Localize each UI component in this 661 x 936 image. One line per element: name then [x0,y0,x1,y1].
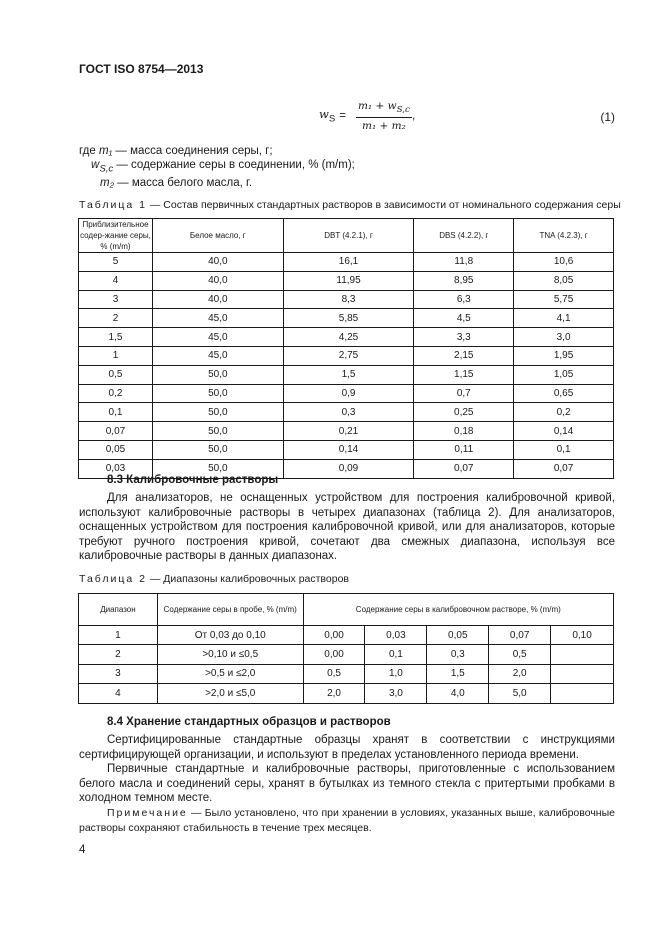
table1-cell: 0,09 [283,459,414,478]
table1-cell: 5 [79,253,153,272]
table1-cell: 0,65 [514,384,614,403]
table1-cell: 1,15 [414,365,514,384]
table1-cell: 45,0 [152,346,283,365]
table1-cell: 5,75 [514,290,614,309]
table1-cell: 1,5 [283,365,414,384]
table2-header-cell: Содержание серы в пробе, % (m/m) [157,594,303,626]
formula-expression: $w_S$ = $\frac{m_1 + w_{S,c}}{\text{m₁ + m₂}}$ , [319,100,416,133]
table2-cell: 0,07 [489,626,551,645]
section-8-4-heading: 8.4 Хранение стандартных образцов и растворов [107,716,391,728]
table1-cell: 0,1 [514,440,614,459]
table2-cell: 0,03 [365,626,427,645]
table1-cell: 0,25 [414,403,514,422]
table1-cell: 8,05 [514,271,614,290]
table2-cell: 4,0 [427,684,489,703]
section-8-3-paragraph: Для анализаторов, не оснащенных устройством для построения калибровочной кривой, используют калибровочные растворы в четырех диапазонах (таблица 2). Для анализаторов, оснащенных устройством для построения калибровочной кривой, или для анализаторов, которые требуют ручного построения кривой, сочетают два смежных диапазона, используя все калибровочные растворы в данных диапазонах. [79,492,615,563]
table2-cell: 4 [79,684,158,703]
table2-header-cell: Диапазон [79,594,158,626]
table1-cell: 0,3 [283,403,414,422]
table1-cell: 40,0 [152,290,283,309]
table2-cell: 0,05 [427,626,489,645]
table1-cell: 0,03 [79,459,153,478]
table1-row [79,403,614,422]
table2-cell: От 0,03 до 0,10 [157,626,303,645]
equation-number: (1) [600,110,615,124]
table1-row [79,309,614,328]
table2-row [79,626,614,645]
table1-cell: 50,0 [152,384,283,403]
table2-caption: Таблица 2 — Диапазоны калибровочных растворов [79,573,349,585]
table1-cell: 11,8 [414,253,514,272]
table2-cell: 1,5 [427,664,489,683]
table1-cell: 40,0 [152,271,283,290]
table1-cell: 3 [79,290,153,309]
table2-cell [551,684,614,703]
table2-row [79,664,614,683]
definition-m2: m₂ — масса белого масла, г. [100,177,253,190]
table2-cell: 0,5 [489,645,551,664]
table1-header-cell: DBS (4.2.2), г [414,219,514,253]
table1-cell: 6,3 [414,290,514,309]
section-8-4-paragraph-1: Сертифицированные стандартные образцы хранят в соответствии с инструкциями сертифицирующей организации, и используют в пределах установленного периода времени. [79,734,615,761]
table1-cell: 4 [79,271,153,290]
table2-cell: 0,5 [303,664,365,683]
document-code: ГОСТ ISO 8754—2013 [79,62,204,76]
table2-row [79,684,614,703]
table2-cell: 2 [79,645,158,664]
table1-row [79,253,614,272]
formula-fraction: $\frac{m_1 + w_{S,c}}{\text{m₁ + m₂}}$ [357,100,410,133]
table1-cell: 0,1 [79,403,153,422]
definition-wsc: $w_{S,c}$ — содержание серы в соединении, % (m/m); [91,159,355,175]
table1-cell: 0,5 [79,365,153,384]
table2-row [79,645,614,664]
table2-cell: 2,0 [489,664,551,683]
table1-cell: 5,85 [283,309,414,328]
table2-cell: 3 [79,664,158,683]
table1-cell: 45,0 [152,328,283,347]
table1-cell: 50,0 [152,440,283,459]
table1-cell: 50,0 [152,365,283,384]
table2-cell: 3,0 [365,684,427,703]
table1-cell: 16,1 [283,253,414,272]
table1-cell: 0,9 [283,384,414,403]
table1-cell: 0,7 [414,384,514,403]
formula-lhs: $w_S$ [319,107,336,125]
table1-cell: 0,14 [514,422,614,441]
table1-cell: 50,0 [152,403,283,422]
table1-cell: 2,15 [414,346,514,365]
table2-header-row [79,594,614,626]
table1-cell: 45,0 [152,309,283,328]
table2-cell: 2,0 [303,684,365,703]
page-number: 4 [79,844,86,856]
table1-caption: Таблица 1 — Состав первичных стандартных растворов в зависимости от номинального содержания серы [79,199,621,211]
table1 [78,218,614,479]
table1-cell: 0,21 [283,422,414,441]
note-text: — Было установлено, что при хранении в условиях, указанных выше, калибровочные растворы сохраняют стабильность в течение трех месяцев. [79,807,615,834]
table1-header-cell: DBT (4.2.1), г [283,219,414,253]
table1-cell: 4,25 [283,328,414,347]
table1-row [79,290,614,309]
table1-cell: 11,95 [283,271,414,290]
table1-cell: 1,95 [514,346,614,365]
section-8-4-paragraph-2: Первичные стандартные и калибровочные растворы, приготовленные с использованием белого масла и соединений серы, хранят в бутылках из темного стекла с притертыми пробками в холодном темном месте. [79,763,615,805]
table1-cell: 2 [79,309,153,328]
table1-header-row [79,219,614,253]
table1-cell: 0,07 [414,459,514,478]
table2-cell: 0,10 [551,626,614,645]
note-label: Примечание [107,807,188,819]
table2-cell: 1 [79,626,158,645]
table1-cell: 0,2 [79,384,153,403]
table2-cell: >0,10 и ≤0,5 [157,645,303,664]
table1-cell: 0,05 [79,440,153,459]
table2-header-cell: Содержание серы в калибровочном растворе, % (m/m) [303,594,613,626]
table2-cell: 1,0 [365,664,427,683]
definition-m1: где m₁ — масса соединения серы, г; [79,145,273,157]
table2-cell: 0,00 [303,626,365,645]
table1-cell: 4,5 [414,309,514,328]
table1-cell: 0,07 [79,422,153,441]
table1-cell: 10,6 [514,253,614,272]
table1-row [79,365,614,384]
table1-row [79,328,614,347]
table1-row [79,384,614,403]
table1-row [79,422,614,441]
note [79,806,615,835]
table1-cell: 8,95 [414,271,514,290]
table1-cell: 1,5 [79,328,153,347]
table2-cell: 0,00 [303,645,365,664]
table1-cell: 0,07 [514,459,614,478]
table1-row [79,346,614,365]
table1-row [79,271,614,290]
section-8-3-heading: 8.3 Калибровочные растворы [107,474,279,486]
table1-cell: 40,0 [152,253,283,272]
formula-1 [79,96,619,136]
table1-header-cell: Белое масло, г [152,219,283,253]
table1-cell: 3,0 [514,328,614,347]
table1-cell: 0,11 [414,440,514,459]
table1-cell: 50,0 [152,422,283,441]
table1-cell: 50,0 [152,459,283,478]
table1-cell: 8,3 [283,290,414,309]
table2-cell: >0,5 и ≤2,0 [157,664,303,683]
table1-cell: 1,05 [514,365,614,384]
table1-cell: 3,3 [414,328,514,347]
table1-cell: 0,14 [283,440,414,459]
table1-header-cell: Приблизительное содер-жание серы, % (m/m) [80,220,151,251]
table1-cell: 0,2 [514,403,614,422]
table2-cell [551,645,614,664]
table2-cell: 0,3 [427,645,489,664]
table2 [78,593,614,704]
table1-header-cell: TNA (4.2.3), г [514,219,614,253]
table2-cell: >2,0 и ≤5,0 [157,684,303,703]
table1-cell: 4,1 [514,309,614,328]
table1-cell: 1 [79,346,153,365]
table2-cell: 0,1 [365,645,427,664]
table2-cell: 5,0 [489,684,551,703]
table1-cell: 2,75 [283,346,414,365]
table1-cell: 0,18 [414,422,514,441]
formula-definitions [79,144,355,190]
table1-row [79,440,614,459]
table2-cell [551,664,614,683]
